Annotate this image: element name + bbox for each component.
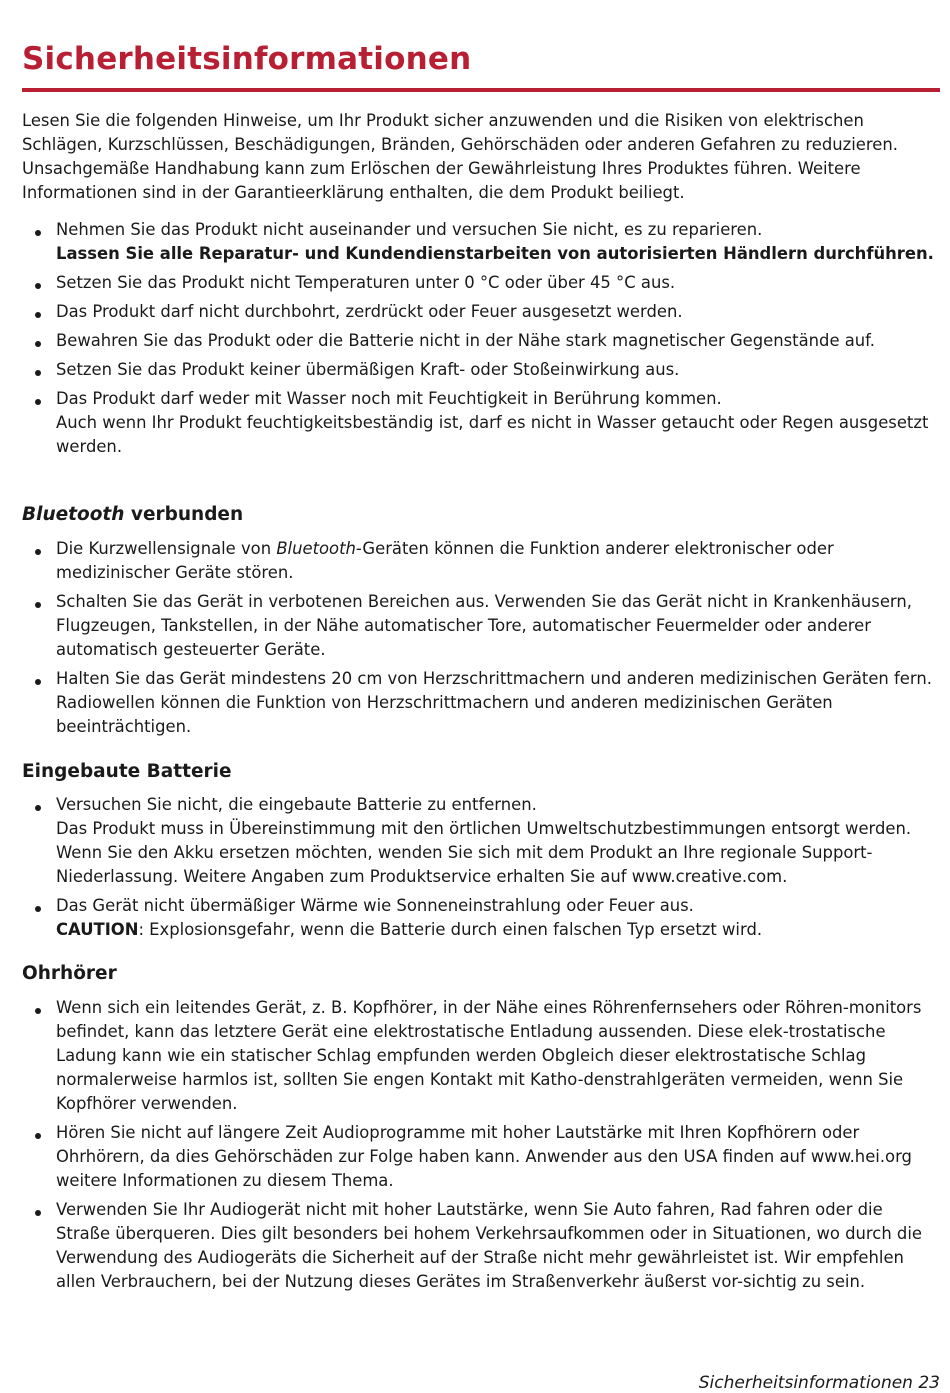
item-text: Verwenden Sie Ihr Audiogerät nicht mit hoher Lautstärke, wenn Sie Auto fahren, Rad fahren oder die Straße überqueren. Dies gilt besonders bei hohem Verkehrsaufkommen oder in Situationen, wo durch die Verwendung des Audiogeräts die Sicherheit auf der Straße nicht mehr gewährleistet ist. Wir empfehlen allen Verbrauchern, bei der Nutzung dieses Gerätes im Straßenverkehr äußerst vor-sichtig zu sein. [56, 1200, 922, 1291]
item-text: Setzen Sie das Produkt keiner übermäßigen Kraft- oder Stoßeinwirkung aus. [56, 360, 680, 379]
item-bold-note: Lassen Sie alle Reparatur- und Kundendienstarbeiten von autorisierten Händlern durchführen. [56, 244, 934, 263]
item-text: Das Produkt darf nicht durchbohrt, zerdrückt oder Feuer ausgesetzt werden. [56, 302, 683, 321]
item-text: Das Produkt darf weder mit Wasser noch mit Feuchtigkeit in Berührung kommen. [56, 389, 722, 408]
list-item [22, 996, 940, 1116]
item-text: Wenn sich ein leitendes Gerät, z. B. Kopfhörer, in der Nähe eines Röhrenfernsehers oder Röhren-monitors befindet, kann das letztere Gerät eine elektrostatische Entladung aussenden. Diese elek-trostatische Ladung kann wie ein statischer Schlag empfunden werden Obgleich dieser elektrostatische Schlag normalerweise harmlos ist, sollten Sie engen Kontakt mit Katho-denstrahlgeräten vermeiden, wenn Sie Kopfhörer verwenden. [56, 998, 922, 1113]
battery-list [22, 793, 940, 947]
list-item [22, 300, 940, 324]
item-extra: Auch wenn Ihr Produkt feuchtigkeitsbeständig ist, darf es nicht in Wasser getaucht oder Regen ausgesetzt werden. [56, 413, 929, 456]
list-item [22, 271, 940, 295]
list-item [22, 387, 940, 459]
item-text-italic: Bluetooth [276, 539, 356, 558]
title-rule [22, 88, 940, 92]
earphones-list [22, 996, 940, 1299]
list-item [22, 358, 940, 382]
list-item [22, 1121, 940, 1193]
item-text: Nehmen Sie das Produkt nicht auseinander und versuchen Sie nicht, es zu reparieren. [56, 220, 763, 239]
list-item [22, 793, 940, 889]
list-item [22, 894, 940, 942]
list-item [22, 218, 940, 266]
intro-paragraph: Lesen Sie die folgenden Hinweise, um Ihr Produkt sicher anzuwenden und die Risiken von elektrischen Schlägen, Kurzschlüssen, Beschädigungen, Bränden, Gehörschäden oder anderen Gefahren zu reduzieren. Unsachgemäße Handhabung kann zum Erlöschen der Gewährleistung Ihres Produktes führen. Weitere Informationen sind in der Garantieerklärung enthalten, die dem Produkt beiliegt. [22, 111, 898, 202]
item-text: Bewahren Sie das Produkt oder die Batterie nicht in der Nähe stark magnetischer Gegenstände auf. [56, 331, 875, 350]
item-extra: Das Produkt muss in Übereinstimmung mit den örtlichen Umweltschutzbestimmungen entsorgt werden. Wenn Sie den Akku ersetzen möchten, wenden Sie sich mit dem Produkt an Ihre regionale Support-Niederlassung. Weitere Angaben zum Produktservice erhalten Sie auf www.creative.com. [56, 819, 912, 886]
bluetooth-heading [22, 503, 243, 527]
list-item [22, 537, 940, 585]
item-text-post: -Geräten können die Funktion anderer elektronischer oder medizinischer Geräte stören. [56, 539, 834, 582]
item-text: Versuchen Sie nicht, die eingebaute Batterie zu entfernen. [56, 795, 537, 814]
item-text: Hören Sie nicht auf längere Zeit Audioprogramme mit hoher Lautstärke mit Ihren Kopfhörern oder Ohrhörern, da dies Gehörschäden zur Folge haben kann. Anwender aus den USA finden auf www.hei.org weitere Informationen zu diesem Thema. [56, 1123, 912, 1190]
list-item [22, 329, 940, 353]
caution-label: CAUTION [56, 920, 139, 939]
item-text: Halten Sie das Gerät mindestens 20 cm von Herzschrittmachern und anderen medizinischen Geräten fern. Radiowellen können die Funktion von Herzschrittmachern und anderen medizinischen Geräten beeinträchtigen. [56, 669, 932, 736]
caution-line [56, 918, 940, 942]
bluetooth-list [22, 537, 940, 744]
bluetooth-heading-italic: Bluetooth [22, 504, 125, 525]
battery-heading: Eingebaute Batterie [22, 761, 232, 782]
caution-text: : Explosionsgefahr, wenn die Batterie durch einen falschen Typ ersetzt wird. [138, 920, 763, 939]
item-text: Das Gerät nicht übermäßiger Wärme wie Sonneneinstrahlung oder Feuer aus. [56, 896, 694, 915]
item-text-pre: Die Kurzwellensignale von [56, 539, 277, 558]
item-text: Schalten Sie das Gerät in verbotenen Bereichen aus. Verwenden Sie das Gerät nicht in Krankenhäusern, Flugzeugen, Tankstellen, in der Nähe automatischer Tore, automatischer Feuermelder oder anderer automatisch gesteuerter Geräte. [56, 592, 912, 659]
item-text: Setzen Sie das Produkt nicht Temperaturen unter 0 °C oder über 45 °C aus. [56, 273, 676, 292]
list-item [22, 667, 940, 739]
list-item [22, 1198, 940, 1294]
page-footer: Sicherheitsinformationen 23 [698, 1373, 940, 1393]
page-title: Sicherheitsinformationen [22, 41, 472, 77]
bluetooth-heading-rest: verbunden [124, 504, 244, 525]
list-item [22, 590, 940, 662]
general-safety-list [22, 218, 940, 464]
earphones-heading: Ohrhörer [22, 963, 117, 984]
